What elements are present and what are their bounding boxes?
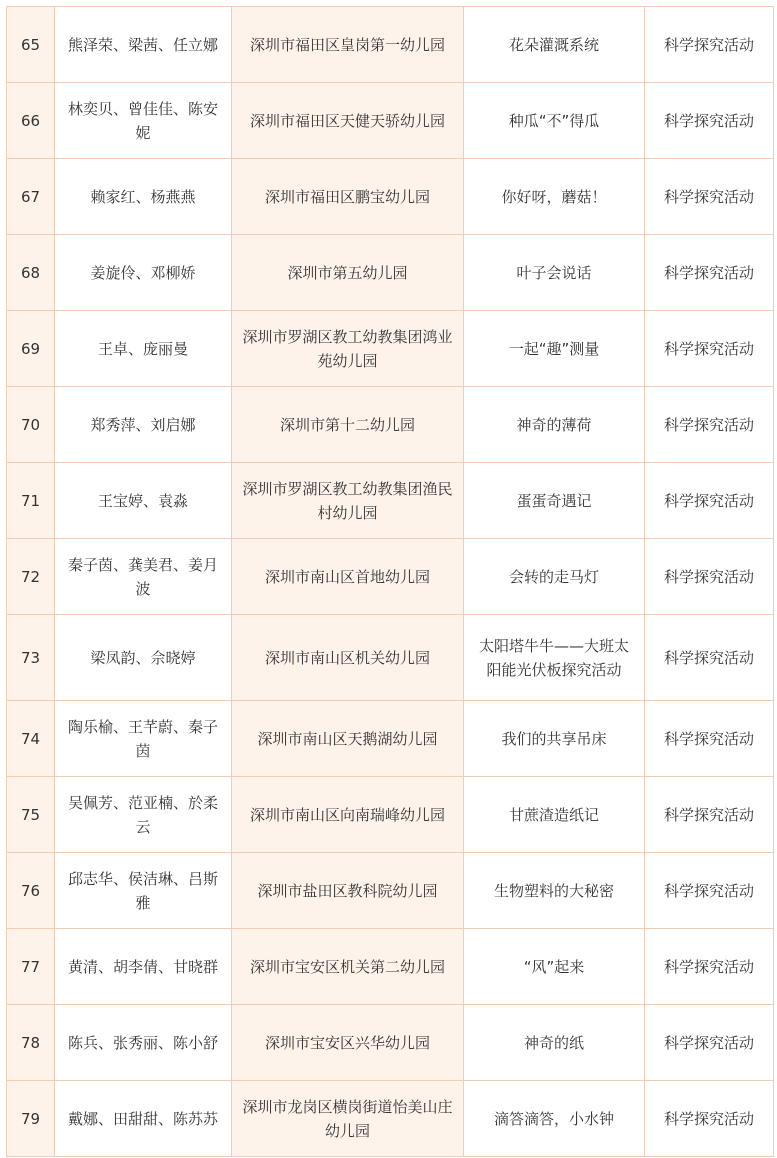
category-cell: 科学探究活动 — [645, 311, 774, 387]
activity-title-cell: 花朵灌溉系统 — [464, 7, 645, 83]
teachers-cell: 熊泽荣、梁茜、任立娜 — [55, 7, 232, 83]
award-table — [6, 6, 774, 1157]
table-row — [7, 311, 774, 387]
activity-title-cell: 我们的共享吊床 — [464, 701, 645, 777]
activity-title-cell: “风”起来 — [464, 929, 645, 1005]
category-cell: 科学探究活动 — [645, 83, 774, 159]
school-cell: 深圳市第五幼儿园 — [232, 235, 464, 311]
table-row — [7, 701, 774, 777]
school-cell: 深圳市南山区首地幼儿园 — [232, 539, 464, 615]
school-cell: 深圳市宝安区机关第二幼儿园 — [232, 929, 464, 1005]
teachers-cell: 梁凤韵、佘晓婷 — [55, 615, 232, 701]
category-cell: 科学探究活动 — [645, 615, 774, 701]
activity-title-cell: 甘蔗渣造纸记 — [464, 777, 645, 853]
teachers-cell: 黄清、胡李倩、甘晓群 — [55, 929, 232, 1005]
row-number-cell: 71 — [7, 463, 55, 539]
teachers-cell: 戴娜、田甜甜、陈苏苏 — [55, 1081, 232, 1157]
teachers-cell: 王宝婷、袁淼 — [55, 463, 232, 539]
school-cell: 深圳市罗湖区教工幼教集团鸿业苑幼儿园 — [232, 311, 464, 387]
category-cell: 科学探究活动 — [645, 7, 774, 83]
category-cell: 科学探究活动 — [645, 853, 774, 929]
row-number-cell: 75 — [7, 777, 55, 853]
teachers-cell: 吴佩芳、范亚楠、於柔云 — [55, 777, 232, 853]
award-table-container — [6, 6, 773, 1157]
school-cell: 深圳市宝安区兴华幼儿园 — [232, 1005, 464, 1081]
category-cell: 科学探究活动 — [645, 539, 774, 615]
category-cell: 科学探究活动 — [645, 1005, 774, 1081]
activity-title-cell: 神奇的薄荷 — [464, 387, 645, 463]
school-cell: 深圳市南山区向南瑞峰幼儿园 — [232, 777, 464, 853]
table-row — [7, 463, 774, 539]
row-number-cell: 77 — [7, 929, 55, 1005]
activity-title-cell: 生物塑料的大秘密 — [464, 853, 645, 929]
row-number-cell: 65 — [7, 7, 55, 83]
category-cell: 科学探究活动 — [645, 929, 774, 1005]
table-row — [7, 1005, 774, 1081]
row-number-cell: 66 — [7, 83, 55, 159]
table-row — [7, 853, 774, 929]
school-cell: 深圳市龙岗区横岗街道怡美山庄幼儿园 — [232, 1081, 464, 1157]
table-row — [7, 1081, 774, 1157]
teachers-cell: 陶乐榆、王芊蔚、秦子茵 — [55, 701, 232, 777]
table-row — [7, 929, 774, 1005]
row-number-cell: 79 — [7, 1081, 55, 1157]
category-cell: 科学探究活动 — [645, 463, 774, 539]
row-number-cell: 76 — [7, 853, 55, 929]
category-cell: 科学探究活动 — [645, 701, 774, 777]
teachers-cell: 林奕贝、曾佳佳、陈安妮 — [55, 83, 232, 159]
category-cell: 科学探究活动 — [645, 387, 774, 463]
category-cell: 科学探究活动 — [645, 1081, 774, 1157]
category-cell: 科学探究活动 — [645, 235, 774, 311]
school-cell: 深圳市福田区皇岗第一幼儿园 — [232, 7, 464, 83]
school-cell: 深圳市福田区天健天骄幼儿园 — [232, 83, 464, 159]
table-body — [7, 7, 774, 1157]
school-cell: 深圳市福田区鹏宝幼儿园 — [232, 159, 464, 235]
activity-title-cell: 叶子会说话 — [464, 235, 645, 311]
activity-title-cell: 太阳塔牛牛——大班太阳能光伏板探究活动 — [464, 615, 645, 701]
school-cell: 深圳市盐田区教科院幼儿园 — [232, 853, 464, 929]
school-cell: 深圳市南山区天鹅湖幼儿园 — [232, 701, 464, 777]
activity-title-cell: 一起“趣”测量 — [464, 311, 645, 387]
table-row — [7, 235, 774, 311]
school-cell: 深圳市罗湖区教工幼教集团渔民村幼儿园 — [232, 463, 464, 539]
school-cell: 深圳市南山区机关幼儿园 — [232, 615, 464, 701]
table-row — [7, 777, 774, 853]
teachers-cell: 秦子茵、龚美君、姜月波 — [55, 539, 232, 615]
table-row — [7, 387, 774, 463]
table-row — [7, 159, 774, 235]
row-number-cell: 78 — [7, 1005, 55, 1081]
row-number-cell: 72 — [7, 539, 55, 615]
teachers-cell: 赖家红、杨燕燕 — [55, 159, 232, 235]
row-number-cell: 70 — [7, 387, 55, 463]
teachers-cell: 陈兵、张秀丽、陈小舒 — [55, 1005, 232, 1081]
row-number-cell: 74 — [7, 701, 55, 777]
activity-title-cell: 种瓜“不”得瓜 — [464, 83, 645, 159]
activity-title-cell: 神奇的纸 — [464, 1005, 645, 1081]
table-row — [7, 7, 774, 83]
activity-title-cell: 会转的走马灯 — [464, 539, 645, 615]
row-number-cell: 67 — [7, 159, 55, 235]
activity-title-cell: 滴答滴答，小水钟 — [464, 1081, 645, 1157]
row-number-cell: 73 — [7, 615, 55, 701]
teachers-cell: 王卓、庞丽曼 — [55, 311, 232, 387]
category-cell: 科学探究活动 — [645, 159, 774, 235]
activity-title-cell: 你好呀，蘑菇！ — [464, 159, 645, 235]
category-cell: 科学探究活动 — [645, 777, 774, 853]
school-cell: 深圳市第十二幼儿园 — [232, 387, 464, 463]
table-row — [7, 83, 774, 159]
teachers-cell: 郑秀萍、刘启娜 — [55, 387, 232, 463]
table-row — [7, 615, 774, 701]
row-number-cell: 69 — [7, 311, 55, 387]
teachers-cell: 姜旋伶、邓柳娇 — [55, 235, 232, 311]
row-number-cell: 68 — [7, 235, 55, 311]
activity-title-cell: 蛋蛋奇遇记 — [464, 463, 645, 539]
teachers-cell: 邱志华、侯洁琳、吕斯雅 — [55, 853, 232, 929]
table-row — [7, 539, 774, 615]
